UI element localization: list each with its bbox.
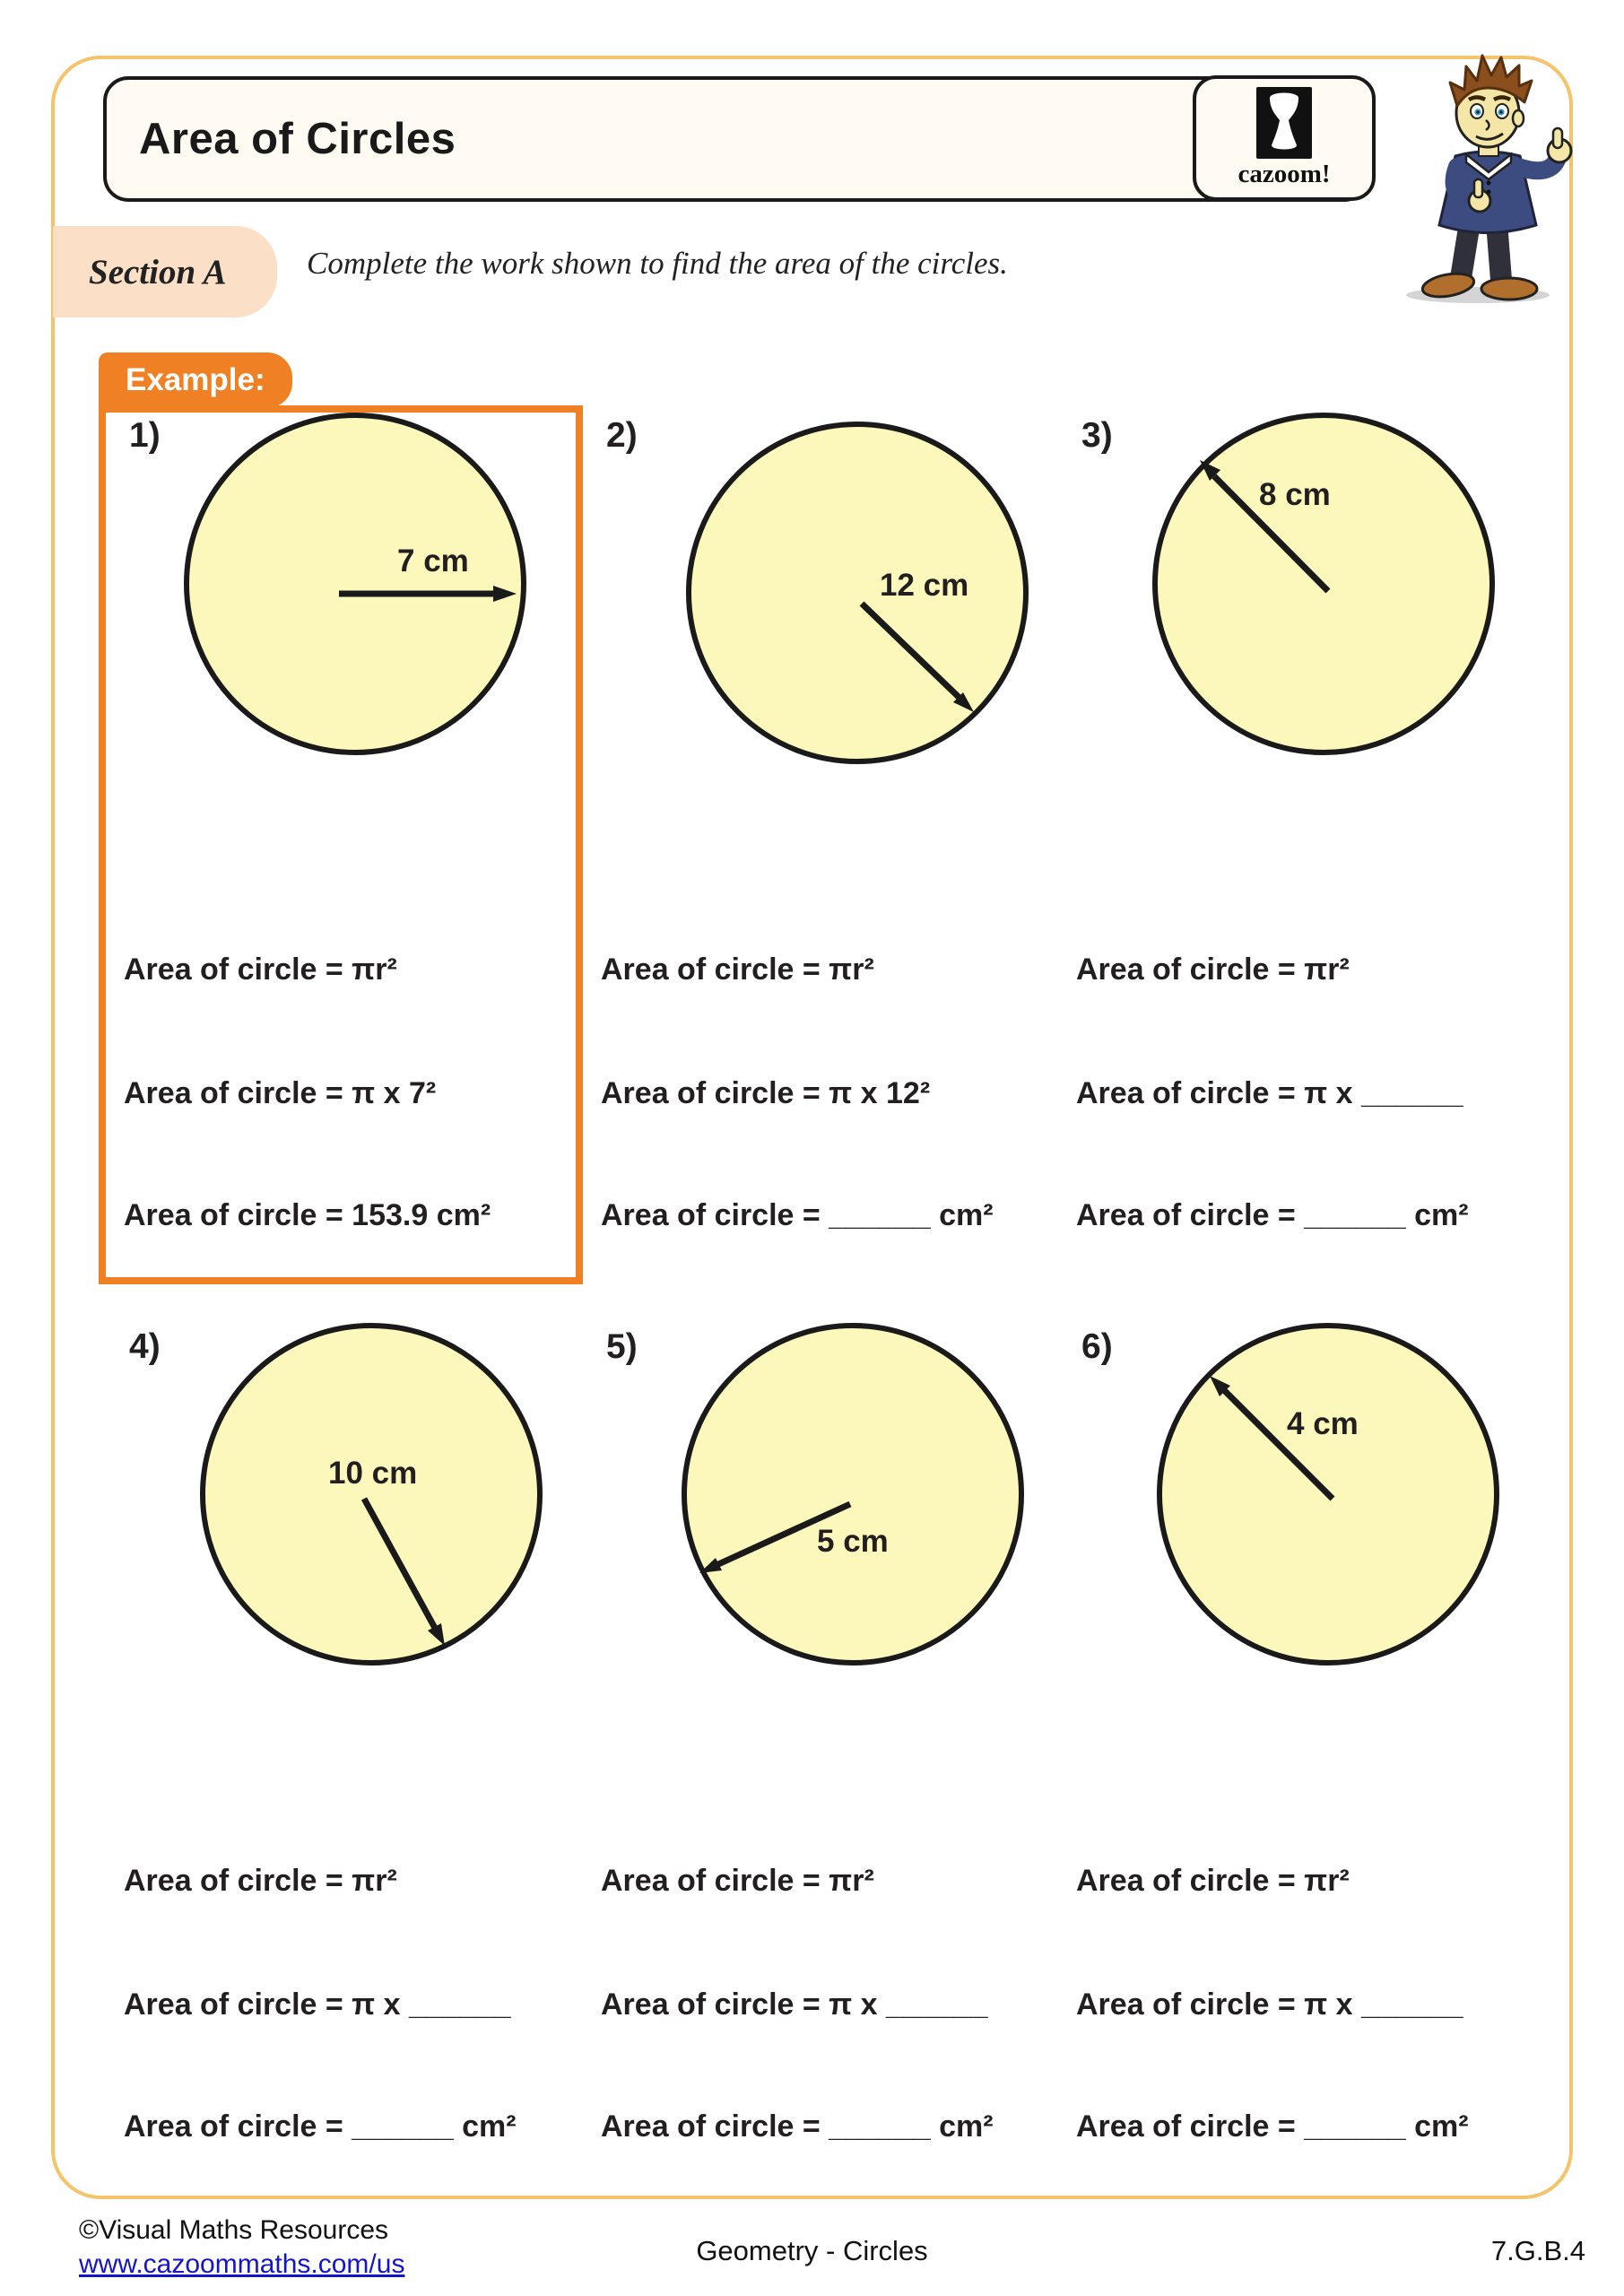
circle-figure-1 <box>176 404 534 763</box>
example-tab <box>99 352 292 408</box>
circle-figure-3 <box>1144 404 1503 763</box>
example-tab-text: Example: <box>126 362 265 397</box>
circle-figure-6 <box>1149 1315 1507 1674</box>
work-line: Area of circle = πr² <box>1076 1864 1350 1898</box>
problem-5-cell <box>576 1317 1060 2196</box>
work-line: Area of circle = ______ cm² <box>1076 1198 1469 1232</box>
work-line: Area of circle = π x ______ <box>601 1987 988 2022</box>
cartoon-boy-thumbs-up <box>1384 41 1590 306</box>
problem-number: 5) <box>606 1327 638 1366</box>
radius-label: 10 cm <box>328 1456 418 1491</box>
problem-number: 3) <box>1081 416 1113 455</box>
radius-label: 5 cm <box>817 1524 889 1559</box>
work-line: Area of circle = πr² <box>1076 952 1350 987</box>
work-line: Area of circle = π x 7² <box>124 1076 437 1110</box>
section-a-text: Section A <box>89 252 227 291</box>
circle-shape <box>203 1326 540 1663</box>
circle-figure-5 <box>673 1315 1032 1674</box>
title-bar <box>103 76 1369 202</box>
work-line: Area of circle = π x ______ <box>124 1987 511 2022</box>
problem-number: 2) <box>606 416 638 455</box>
page-title: Area of Circles <box>139 115 456 163</box>
problem-number: 6) <box>1081 1327 1113 1366</box>
radius-label: 4 cm <box>1287 1406 1359 1441</box>
work-line: Area of circle = ______ cm² <box>601 1198 994 1232</box>
work-line: Area of circle = π x ______ <box>1076 1987 1463 2022</box>
logo-wordmark: cazoom! <box>1238 160 1331 188</box>
work-line: Area of circle = ______ cm² <box>1076 2109 1469 2144</box>
problem-2-cell <box>576 405 1060 1284</box>
work-line: Area of circle = πr² <box>124 952 397 987</box>
problem-6-cell <box>1051 1317 1535 2196</box>
section-instruction: Complete the work shown to find the area of the circles. <box>307 246 1008 281</box>
work-line: Area of circle = ______ cm² <box>601 2109 994 2144</box>
work-line: Area of circle = πr² <box>601 1864 874 1898</box>
radius-label: 12 cm <box>880 568 969 603</box>
work-line: Area of circle = πr² <box>601 952 874 987</box>
problem-number: 4) <box>129 1327 161 1366</box>
problem-3-cell <box>1051 405 1535 1284</box>
work-line: Area of circle = πr² <box>124 1864 397 1898</box>
problem-1-cell <box>99 405 583 1284</box>
work-line: Area of circle = 153.9 cm² <box>124 1198 491 1232</box>
cazoom-logo <box>1193 75 1376 201</box>
circle-shape <box>187 415 524 752</box>
djembe-drum-icon <box>1256 87 1312 159</box>
work-line: Area of circle = ______ cm² <box>124 2109 517 2144</box>
radius-label: 7 cm <box>397 544 469 578</box>
circle-figure-4 <box>192 1315 551 1674</box>
standard-code: 7.G.B.4 <box>1490 2235 1585 2266</box>
section-a-label <box>53 226 277 317</box>
footer-topic: Geometry - Circles <box>696 2235 928 2266</box>
radius-label: 8 cm <box>1259 477 1331 512</box>
work-line: Area of circle = π x ______ <box>1076 1076 1463 1110</box>
problem-4-cell <box>99 1317 583 2196</box>
circle-shape <box>684 1326 1021 1663</box>
work-line: Area of circle = π x 12² <box>601 1076 931 1110</box>
circle-figure-2 <box>678 413 1037 772</box>
problem-number: 1) <box>129 416 161 455</box>
circle-shape <box>689 424 1026 761</box>
copyright-text: ©Visual Maths Resources <box>79 2215 389 2245</box>
cazoom-link[interactable]: www.cazoommaths.com/us <box>79 2249 405 2279</box>
